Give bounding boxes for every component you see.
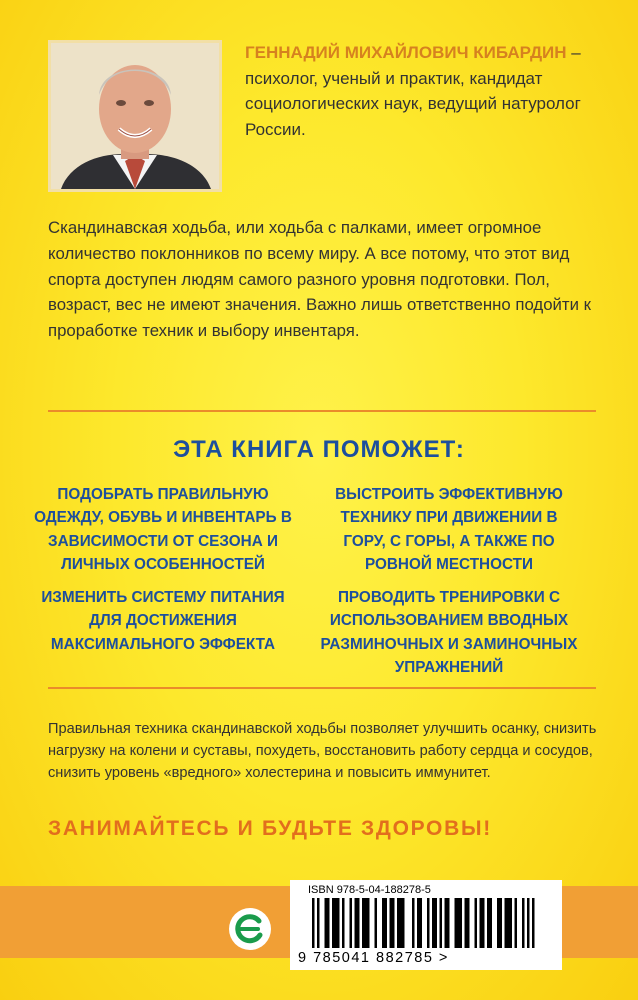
barcode-bar — [362, 898, 365, 948]
barcode-bar — [382, 898, 385, 948]
barcode-bar — [365, 898, 368, 948]
barcode-bar — [357, 898, 360, 948]
helps-title: ЭТА КНИГА ПОМОЖЕТ: — [173, 436, 465, 463]
eksmo-logo-icon — [228, 907, 272, 951]
intro-paragraph: Скандинавская ходьба, или ходьба с палками, имеет огромное количество поклонников по всему миру. А все потому, что этот вид спорта доступен людям самого разного уровня подготовки. Пол, возраст, вес не имеют значения. Важно лишь ответственно подойти к проработке техник и выбору инвентаря. — [48, 218, 591, 341]
barcode-bar — [327, 898, 330, 948]
barcode-bar — [475, 898, 478, 948]
barcode-bar — [367, 898, 370, 948]
barcode-bar — [402, 898, 405, 948]
barcode-bar — [480, 898, 483, 948]
barcode-bar — [317, 898, 320, 948]
barcode-bar — [355, 898, 358, 948]
outro-paragraph: Правильная техника скандинавской ходьбы позволяет улучшить осанку, снизить нагрузку на колени и суставы, похудеть, восстановить работу сердца и сосудов, снизить уровень «вредного» холестерина и повысить иммунитет. — [48, 721, 597, 781]
barcode-bar — [522, 898, 525, 948]
barcode-bar — [455, 898, 458, 948]
barcode-bar — [507, 898, 510, 948]
barcode-bar — [445, 898, 448, 948]
barcode-bar — [440, 898, 443, 948]
barcode-bar — [527, 898, 530, 948]
barcode-bar — [385, 898, 388, 948]
barcode-bar — [482, 898, 485, 948]
barcode-bar — [532, 898, 535, 948]
barcode-bar — [490, 898, 493, 948]
help-item: ИЗМЕНИТЬ СИСТЕМУ ПИТАНИЯ ДЛЯ ДОСТИЖЕНИЯ МАКСИМАЛЬНОГО ЭФФЕКТА — [41, 589, 285, 653]
barcode-bar — [335, 898, 338, 948]
author-photo — [48, 40, 222, 192]
barcode-bar — [465, 898, 468, 948]
barcode-bar — [400, 898, 403, 948]
barcode-bar — [412, 898, 415, 948]
barcode-bar — [435, 898, 438, 948]
help-item: ПРОВОДИТЬ ТРЕНИРОВКИ С ИСПОЛЬЗОВАНИЕМ ВВОДНЫХ РАЗМИНОЧНЫХ И ЗАМИНОЧНЫХ УПРАЖНЕНИЙ — [320, 589, 578, 677]
barcode-bar — [375, 898, 378, 948]
barcode-bar — [337, 898, 340, 948]
barcode-bar — [460, 898, 463, 948]
isbn-text: ISBN 978-5-04-188278-5 — [308, 884, 431, 896]
barcode-bar — [417, 898, 420, 948]
author-info — [245, 40, 615, 142]
barcode-bar — [325, 898, 328, 948]
barcode-bar — [312, 898, 315, 948]
barcode-bar — [420, 898, 423, 948]
helps-column-left — [32, 483, 294, 666]
barcode-bar — [427, 898, 430, 948]
barcode-bar — [432, 898, 435, 948]
author-bio: – психолог, ученый и практик, кандидат социологических наук, ведущий натуролог России. — [245, 43, 581, 139]
barcode-bar — [497, 898, 500, 948]
barcode-bar — [467, 898, 470, 948]
call-to-action: ЗАНИМАЙТЕСЬ И БУДЬТЕ ЗДОРОВЫ! — [48, 817, 492, 840]
barcode — [298, 898, 554, 954]
divider-bottom — [48, 687, 596, 689]
barcode-bar — [390, 898, 393, 948]
barcode-number: 9 785041 882785 > — [298, 950, 449, 966]
barcode-bar — [500, 898, 503, 948]
help-item: ПОДОБРАТЬ ПРАВИЛЬНУЮ ОДЕЖДУ, ОБУВЬ И ИНВЕНТАРЬ В ЗАВИСИМОСТИ ОТ СЕЗОНА И ЛИЧНЫХ ОСОБЕННОСТЕЙ — [34, 486, 292, 573]
barcode-bar — [510, 898, 513, 948]
divider-top — [48, 410, 596, 412]
barcode-bar — [447, 898, 450, 948]
barcode-bar — [392, 898, 395, 948]
barcode-bar — [487, 898, 490, 948]
author-name: ГЕННАДИЙ МИХАЙЛОВИЧ КИБАРДИН — [245, 43, 567, 62]
barcode-bar — [457, 898, 460, 948]
barcode-bar — [332, 898, 335, 948]
barcode-panel — [290, 880, 562, 970]
barcode-bar — [397, 898, 400, 948]
barcode-bar — [515, 898, 518, 948]
help-item: ВЫСТРОИТЬ ЭФФЕКТИВНУЮ ТЕХНИКУ ПРИ ДВИЖЕНИИ В ГОРУ, С ГОРЫ, А ТАКЖЕ ПО РОВНОЙ МЕСТНОСТИ — [335, 486, 563, 573]
barcode-bar — [505, 898, 508, 948]
barcode-bar — [342, 898, 345, 948]
helps-column-right — [318, 483, 580, 689]
barcode-bar — [350, 898, 353, 948]
